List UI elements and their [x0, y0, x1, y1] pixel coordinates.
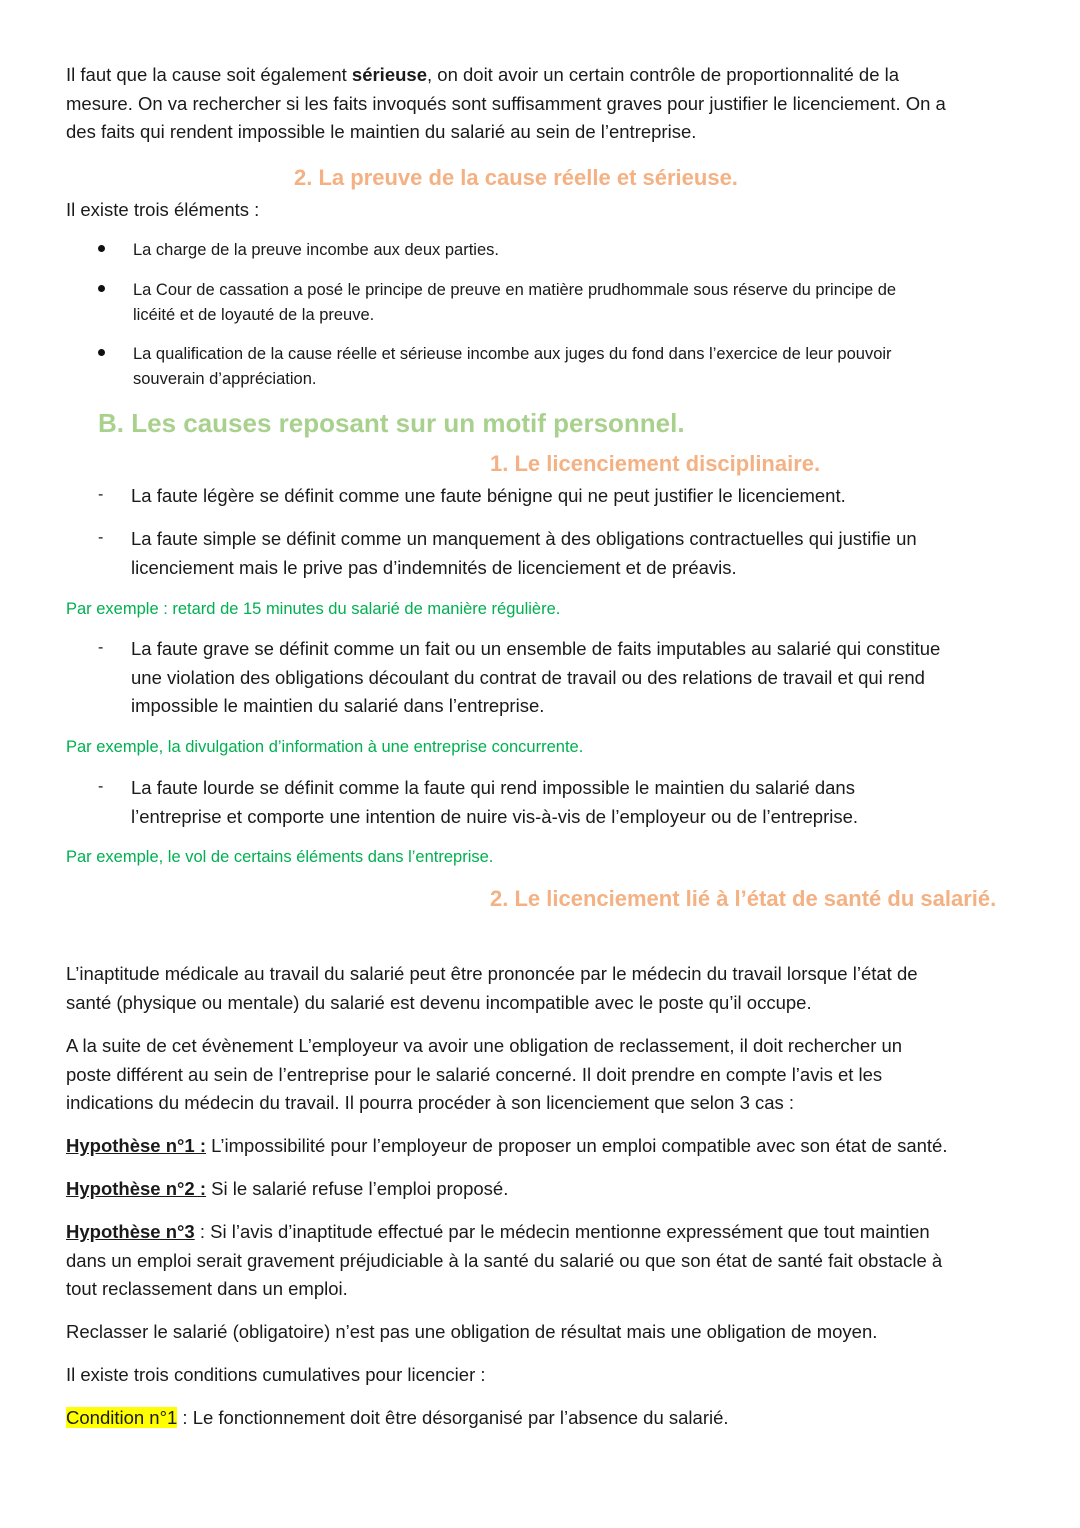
highlighted-condition-label: Condition n°1: [66, 1407, 178, 1428]
fault-line: une violation des obligations découlant du contrat de travail ou des relations de travail et qui rend: [131, 666, 925, 688]
hypothesis-3: [66, 1218, 1026, 1304]
fault-line: La faute simple se définit comme un manquement à des obligations contractuelles qui justifie un: [131, 528, 917, 549]
bullet-item: [133, 342, 1033, 392]
fault-item: [131, 774, 1031, 831]
dash-icon: -: [98, 529, 104, 546]
text-line: santé (physique ou mentale) du salarié est devenu incompatible avec le poste qu’il occupe.: [66, 991, 812, 1013]
intro-paragraph: [66, 61, 1026, 147]
health-paragraph-1: [66, 960, 1026, 1017]
bullet-item: [133, 238, 1033, 263]
bold-term: sérieuse: [351, 64, 427, 85]
hypothesis-text: : Si l’avis d’inaptitude effectué par le médecin mentionne expressément que tout maintien: [194, 1221, 930, 1242]
intro-line-3: des faits qui rendent impossible le maintien du salarié au sein de l’entreprise.: [66, 121, 697, 142]
fault-item: [131, 525, 1031, 582]
health-paragraph-2: [66, 1032, 1026, 1118]
text-line: indications du médecin du travail. Il pourra procéder à son licenciement que selon 3 cas :: [66, 1092, 795, 1113]
fault-line: La faute grave se définit comme un fait ou un ensemble de faits imputables au salarié qui constitue: [131, 638, 941, 659]
bullet-line: souverain d’appréciation.: [133, 370, 317, 388]
section-heading-proof: 2. La preuve de la cause réelle et sérieuse.: [294, 165, 738, 190]
text-span: , on doit avoir un certain contrôle de proportionnalité de la: [427, 64, 900, 85]
text-line: L’inaptitude médicale au travail du salarié peut être prononcée par le médecin du travail lorsque l’état de: [66, 963, 918, 984]
obligation-sentence: Reclasser le salarié (obligatoire) n’est pas une obligation de résultat mais une obligation de moyen.: [66, 1321, 878, 1342]
dash-icon: -: [98, 639, 104, 656]
subheading-disciplinary: 1. Le licenciement disciplinaire.: [490, 451, 821, 476]
bullet-line: La qualification de la cause réelle et sérieuse incombe aux juges du fond dans l’exercice de leur pouvoir: [133, 345, 892, 363]
condition-text: : Le fonctionnement doit être désorganisé par l’absence du salarié.: [177, 1407, 729, 1428]
fault-item: [131, 482, 1031, 511]
fault-item: [131, 635, 1031, 721]
hypothesis-1: [66, 1132, 1046, 1161]
bullet-line: La Cour de cassation a posé le principe de preuve en matière prudhommale sous réserve du principe de: [133, 281, 897, 299]
fault-line: l’entreprise et comporte une intention de nuire vis-à-vis de l’employeur ou de l’entreprise.: [131, 805, 859, 827]
bullet-line: licéité et de loyauté de la preuve.: [133, 306, 375, 324]
text-line: tout reclassement dans un emploi.: [66, 1278, 348, 1299]
bullet-icon: [98, 245, 105, 252]
fault-line: La faute légère se définit comme une faute bénigne qui ne peut justifier le licenciement.: [131, 485, 846, 506]
hypothesis-label: Hypothèse n°2 :: [66, 1178, 207, 1199]
fault-line: La faute lourde se définit comme la faute qui rend impossible le maintien du salarié dans: [131, 777, 855, 798]
dash-icon: -: [98, 486, 104, 503]
hypothesis-label: Hypothèse n°1 :: [66, 1135, 207, 1156]
proof-lead: Il existe trois éléments :: [66, 199, 260, 220]
hypothesis-label: Hypothèse n°3: [66, 1221, 195, 1242]
subheading-health: 2. Le licenciement lié à l’état de santé du salarié.: [490, 886, 997, 911]
section-heading-personal: B. Les causes reposant sur un motif personnel.: [98, 408, 685, 438]
conditions-lead: Il existe trois conditions cumulatives pour licencier :: [66, 1364, 486, 1385]
intro-line-2: mesure. On va rechercher si les faits invoqués sont suffisamment graves pour justifier le licenciement. On a: [66, 92, 946, 114]
bullet-line: La charge de la preuve incombe aux deux parties.: [133, 241, 499, 259]
example-text: Par exemple, la divulgation d’information à une entreprise concurrente.: [66, 738, 584, 756]
hypothesis-2: [66, 1175, 1026, 1204]
text-span: Il faut que la cause soit également: [66, 64, 352, 85]
intro-line-1: [66, 61, 1026, 90]
dash-icon: -: [98, 778, 104, 795]
fault-line: impossible le maintien du salarié dans l’entreprise.: [131, 695, 545, 716]
text-line: dans un emploi serait gravement préjudiciable à la santé du salarié ou que son état de santé fait obstacle à: [66, 1249, 943, 1271]
bullet-icon: [98, 285, 105, 292]
hypothesis-text: Si le salarié refuse l’emploi proposé.: [206, 1178, 509, 1199]
text-line: A la suite de cet évènement L’employeur va avoir une obligation de reclassement, il doit rechercher un: [66, 1035, 903, 1056]
text-line: poste différent au sein de l’entreprise pour le salarié concerné. Il doit prendre en compte l’avis et les: [66, 1063, 883, 1085]
example-text: Par exemple : retard de 15 minutes du salarié de manière régulière.: [66, 600, 561, 618]
bullet-icon: [98, 349, 105, 356]
example-text: Par exemple, le vol de certains éléments dans l’entreprise.: [66, 848, 494, 866]
bullet-item: [133, 278, 1033, 328]
condition-1: [66, 1404, 1026, 1433]
fault-line: licenciement mais le prive pas d’indemnités de licenciement et de préavis.: [131, 556, 737, 578]
hypothesis-text: L’impossibilité pour l’employeur de proposer un emploi compatible avec son état de santé.: [206, 1135, 948, 1156]
